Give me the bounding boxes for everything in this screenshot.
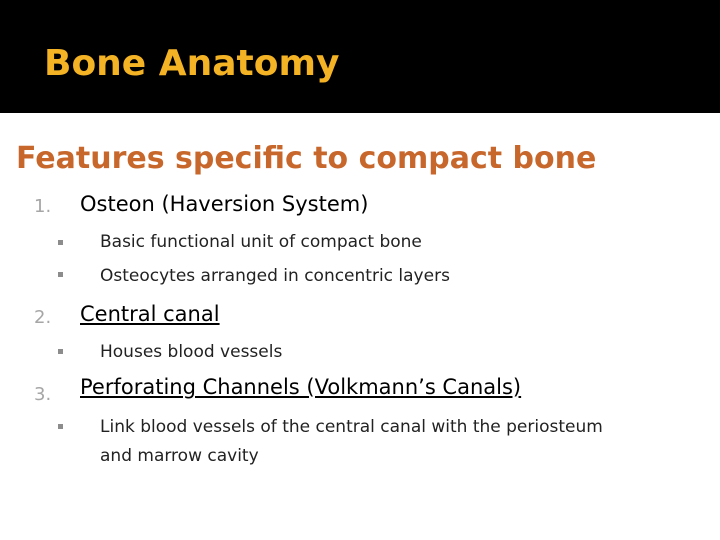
- bullet-marker: [58, 272, 63, 277]
- item-2-bullet-1: Houses blood vessels: [100, 342, 283, 362]
- item-3-bullet-1: Link blood vessels of the central canal with the periosteum: [100, 417, 603, 437]
- bullet-marker: [58, 240, 63, 245]
- item-1-number: 1.: [34, 196, 52, 217]
- bullet-marker: [58, 349, 63, 354]
- bullet-marker: [58, 424, 63, 429]
- item-1-bullet-2: Osteocytes arranged in concentric layers: [100, 266, 450, 286]
- item-2-number: 2.: [34, 307, 52, 328]
- section-heading: Features specific to compact bone: [16, 141, 597, 176]
- item-2-title: Central canal: [80, 302, 220, 326]
- item-1-bullet-1: Basic functional unit of compact bone: [100, 232, 422, 252]
- item-3-bullet-1-continued: and marrow cavity: [100, 446, 259, 466]
- item-3-title: Perforating Channels (Volkmann’s Canals): [80, 375, 522, 399]
- item-1-title: Osteon (Haversion System): [80, 192, 369, 216]
- slide-title: Bone Anatomy: [44, 43, 340, 84]
- item-3-number: 3.: [34, 384, 52, 405]
